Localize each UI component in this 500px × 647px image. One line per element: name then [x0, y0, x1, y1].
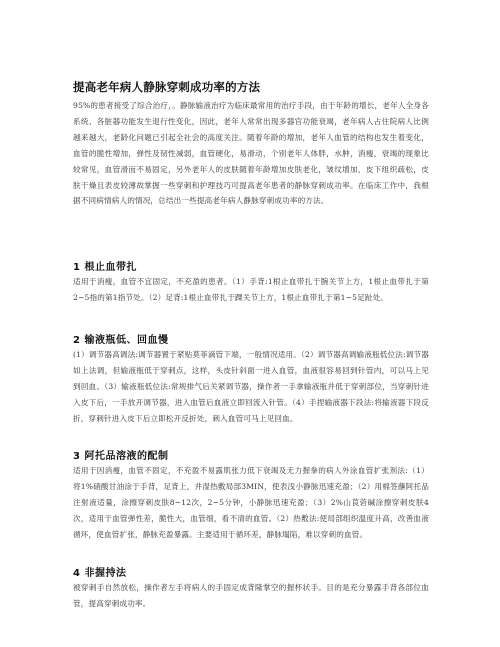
section-heading-3: 3 阿托品溶液的配制 — [73, 451, 169, 462]
intro-paragraph: 95%的患者接受了综合治疗，。静脉输液治疗为临床最常用的治疗手段，由于年龄的增长，老年人全身各系统、各脏器功能发生退行性变化，因此，老年人常常出现多器官功能衰竭，老年病人占住院病人比例越来越大，老龄化问题已引起全社会的高度关注。随着年龄的增加，老年人血管的结构也发生着变化，血管的脆性增加，弹性及韧性减弱，血管硬化，易滑动，个别老年人体胖，水肿，消瘦，衰竭的现象比较常见，血管滑而不易固定，另外老年人的皮肤随着年龄增加皮肤老化，皱纹增加，皮下组织疏松，皮肤干燥且表皮较薄故掌握一些穿刺和护理技巧可提高老年患者的静脉穿刺成功率。在临床工作中，我根据不同病情病人的情况，总结出一些提高老年病人静脉穿刺成功率的方法。 — [73, 101, 429, 206]
section-body-4: 被穿刺手自然放松，操作者左手将病人的手固定成背隆掌空的握杯状手。目的是充分暴露手背各部位血管，提高穿刺成功率。 — [73, 583, 429, 608]
section-heading-2: 2 输液瓶低、回血慢 — [73, 335, 169, 346]
section-heading-4: 4 非握持法 — [73, 568, 127, 579]
section-heading-1: 1 根止血带扎 — [73, 262, 137, 273]
page-title: 提高老年病人静脉穿刺成功率的方法 — [73, 80, 261, 94]
section-body-1: 适用于消瘦，血管不宜固定，不充盈的患者。（1）手背:1根止血带扎于腕关节上方，1根止血带扎于第2~5指的第1指节处。（2）足背:1根止血带扎于踝关节上方，1根止血带扎于第1~5足趾处。 — [73, 277, 429, 302]
section-body-2: (1）调节器高调法:调节器置于紧贴莫菲滴管下端，一般情况适用。（2）调节器高调输液瓶低位法:调节器如上法调，但输液瓶低于穿刺点，这样，头皮针斜面一进入血管，血液很容易回到针管内，可以马上见到回血。（3）输液瓶低位法:常规排气后关紧调节器，操作者一手拿输液瓶并低于穿刺部位，当穿刺针进入皮下后，一手放开调节器，进入血管后血液立即回流入针管。（4）手捏输液器下段法:将输液器下段反折，穿刺针进入皮下后立即松开反折处，刺入血管可马上见回血。 — [73, 350, 429, 423]
section-body-3: 适用于因消瘦，血管不固定，不充盈不易露肌张力低下衰竭及无力握拳的病人外涂血管扩张剂法:（1）将1%硝酸甘油涂于手背，足背上，并湿热敷局部3MIN，使表浅小静脉迅速充盈；（2）用棉签蘸阿托品注射液适量，涂擦穿刺皮肤8~12次，2~5分钟，小静脉迅速充盈；（3）2%山莨菪碱涂擦穿刺皮肤4次，适用于血管弹性差，脆性大，血管细，看不清的血管。（2）热敷法:使局部组织温度升高，改善血液循环，使血管扩张，静脉充盈暴露。主要适用于循环差，静脉塌陷，难以穿刺的血管。 — [73, 466, 429, 539]
